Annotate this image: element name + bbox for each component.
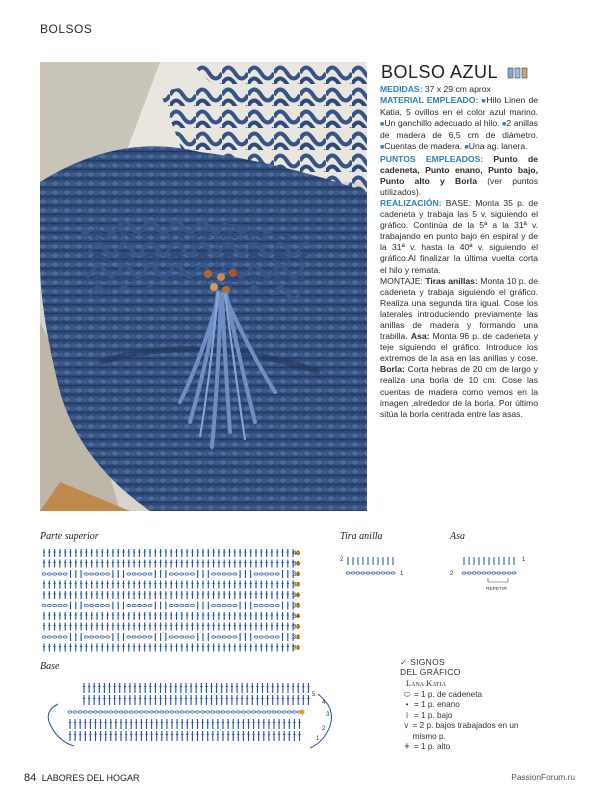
legend-row <box>400 700 540 710</box>
chain-mark <box>482 572 486 574</box>
medidas-label: MEDIDAS: <box>380 84 423 94</box>
chain-mark <box>185 604 189 606</box>
bullet-icon: ■ <box>464 144 469 152</box>
bullet-icon: ■ <box>502 121 507 129</box>
chain-mark <box>272 711 276 713</box>
chain-mark <box>212 573 216 575</box>
puntos-label: PUNTOS EMPLEADOS: <box>380 153 484 164</box>
chain-mark <box>124 711 128 713</box>
chain-mark <box>391 572 395 574</box>
medidas-text: 37 x 29 cm aprox <box>422 84 491 94</box>
chain-mark <box>233 604 237 606</box>
legend-heading-1: SIGNOS <box>410 657 445 667</box>
chain-mark <box>106 636 110 638</box>
chain-mark <box>53 604 57 606</box>
material-item: Una ag. lanera. <box>468 141 528 152</box>
chain-mark <box>265 573 269 575</box>
base-diagram <box>40 661 340 774</box>
row-number-label: 40 <box>293 551 300 558</box>
chain-mark <box>277 711 281 713</box>
chain-mark <box>42 573 46 575</box>
chain-mark <box>259 604 263 606</box>
legend-heading-2: DEL GRÁFICO <box>400 667 461 677</box>
chain-mark <box>104 711 108 713</box>
chain-mark <box>169 573 173 575</box>
legend-row <box>400 711 540 721</box>
chain-mark <box>53 573 57 575</box>
legend-row <box>400 690 540 700</box>
row-number-label: 31 <box>293 645 300 652</box>
chain-mark <box>100 573 104 575</box>
borla-text: Corta hebras de 20 cm de largo y realiza una borla de 10 cm. Cose las cuentas de madera como vemos en la imagen ,alrededor de la borla. Por último sitúa la borla centrada entre las asas. <box>380 364 538 419</box>
chain-mark <box>507 572 511 574</box>
chain-mark <box>160 711 164 713</box>
tiras-text: Monta 10 p. de cadeneta y trabaja siguiendo el gráfico. Realiza una segunda tira igual. Cose los laterales introduciendo previamente las anillas de madera y formando una trabilla. <box>380 275 538 342</box>
base-round-end-right <box>310 694 332 748</box>
material-paragraph <box>380 95 538 153</box>
chain-mark <box>267 711 271 713</box>
row-number-label: 3 <box>326 712 330 718</box>
chain-mark <box>47 573 51 575</box>
chain-mark <box>84 604 88 606</box>
legend-label: = 1 p. enano <box>414 700 460 710</box>
chain-mark <box>254 636 258 638</box>
chain-mark <box>143 604 147 606</box>
chain-mark <box>175 636 179 638</box>
chain-mark <box>502 572 506 574</box>
chain-mark <box>83 711 87 713</box>
row-number-label: 32 <box>293 635 300 642</box>
article-title <box>381 62 529 84</box>
chain-mark <box>366 572 370 574</box>
watermark: PassionForum.ru <box>511 772 575 782</box>
realizacion-label: REALIZACIÓN: <box>380 197 442 208</box>
chain-mark <box>150 711 154 713</box>
chain-mark <box>58 604 62 606</box>
bullet-icon: ■ <box>481 98 487 106</box>
chain-stitch-icon: ⬭ <box>403 690 411 699</box>
chain-mark <box>287 711 291 713</box>
puntos-text: Punto de cadeneta, Punto enano, Punto bajo, Punto alto y Borla <box>380 153 538 186</box>
tiras-label: Tiras anillas: <box>425 275 478 286</box>
row-number-label: 2 <box>322 726 326 732</box>
row-start-mark <box>300 710 305 715</box>
yarn-spool-icon <box>507 63 529 84</box>
chain-mark <box>148 636 152 638</box>
chain-mark <box>270 636 274 638</box>
chart-legend <box>400 657 540 752</box>
chain-mark <box>233 636 237 638</box>
chain-mark <box>356 572 360 574</box>
chain-mark <box>217 636 221 638</box>
chain-mark <box>127 573 131 575</box>
chain-mark <box>73 711 77 713</box>
chain-mark <box>231 711 235 713</box>
chain-mark <box>196 711 200 713</box>
chain-mark <box>180 636 184 638</box>
legend-row <box>400 721 540 742</box>
legend-label: = 1 p. bajo <box>414 710 453 720</box>
chain-mark <box>265 636 269 638</box>
chain-mark <box>90 604 94 606</box>
row-number-label: 34 <box>293 614 300 621</box>
chain-mark <box>190 636 194 638</box>
parte-superior-title: Parte superior <box>40 531 99 542</box>
chain-mark <box>53 636 57 638</box>
chain-mark <box>185 711 189 713</box>
row-number-label: 1 <box>400 571 404 577</box>
chain-mark <box>462 572 466 574</box>
chain-mark <box>477 572 481 574</box>
chain-mark <box>63 573 67 575</box>
material-item: 2 anillas de madera de 6,5 cm de diámetro. <box>380 118 539 141</box>
base-chart <box>40 674 340 774</box>
chain-mark <box>212 636 216 638</box>
chain-mark <box>222 604 226 606</box>
chain-mark <box>228 573 232 575</box>
chain-mark <box>259 636 263 638</box>
article-body <box>380 84 538 420</box>
chain-mark <box>100 604 104 606</box>
chain-mark <box>212 604 216 606</box>
chain-mark <box>68 711 72 713</box>
chain-mark <box>63 604 67 606</box>
chain-mark <box>47 604 51 606</box>
chain-mark <box>217 604 221 606</box>
medidas-paragraph <box>380 84 538 95</box>
row-number-label: 5 <box>312 692 316 698</box>
chain-mark <box>492 572 496 574</box>
page-number: 84 <box>24 772 37 784</box>
chain-mark <box>129 711 133 713</box>
chain-mark <box>247 711 251 713</box>
chain-mark <box>497 572 501 574</box>
material-item: Cuentas de madera. <box>384 141 463 152</box>
legend-yarn: Lana Katia <box>406 679 446 688</box>
asa-chart <box>450 545 540 595</box>
legend-label: = 1 p. alto <box>414 742 451 752</box>
single-crochet-icon: ǀ <box>405 710 409 720</box>
realizacion-paragraph <box>380 198 538 276</box>
material-item: Un ganchillo adecuado al hilo. <box>384 118 500 129</box>
chain-mark <box>206 711 210 713</box>
chain-mark <box>487 572 491 574</box>
asa-text: Monta 96 p. de cadeneta y teje siguiendo el gráfico. Introduce los extremos de la asa en las anillas y cose. <box>380 331 539 364</box>
chain-mark <box>90 573 94 575</box>
row-number-label: 2 <box>340 557 344 563</box>
crochet-bag-image <box>40 62 367 511</box>
chain-mark <box>211 711 215 713</box>
row-number-label: 35 <box>293 603 300 610</box>
legend-heading <box>400 657 540 667</box>
chain-mark <box>58 573 62 575</box>
magazine-name: LABORES DEL HOGAR <box>41 773 140 783</box>
chain-mark <box>132 604 136 606</box>
material-item: Hilo Linen de Katia, 5 ovillos en el color azul marino. <box>380 95 538 118</box>
chain-mark <box>134 711 138 713</box>
chain-mark <box>361 572 365 574</box>
chain-mark <box>132 636 136 638</box>
chain-mark <box>226 711 230 713</box>
repeat-bracket <box>488 578 508 582</box>
chain-mark <box>292 711 296 713</box>
chain-mark <box>127 604 131 606</box>
chain-mark <box>254 604 258 606</box>
legend-row <box>400 742 540 752</box>
article-title-text: BOLSO AZUL <box>381 62 498 82</box>
chain-mark <box>58 636 62 638</box>
chain-mark <box>190 573 194 575</box>
chain-mark <box>63 636 67 638</box>
chain-mark <box>99 711 103 713</box>
chain-mark <box>381 572 385 574</box>
section-label: BOLSOS <box>40 22 93 36</box>
chain-mark <box>201 711 205 713</box>
chain-mark <box>100 636 104 638</box>
repeat-label: REPETIR <box>486 587 507 592</box>
parte-superior-chart <box>40 545 310 657</box>
base-title: Base <box>40 661 60 672</box>
chain-mark <box>265 604 269 606</box>
chain-mark <box>95 573 99 575</box>
chain-mark <box>47 636 51 638</box>
chain-mark <box>137 573 141 575</box>
bullet-icon: ■ <box>380 144 385 152</box>
chain-mark <box>185 636 189 638</box>
chain-mark <box>175 604 179 606</box>
legend-check-icon: ✓ <box>400 657 408 667</box>
double-crochet-icon: ǂ <box>404 742 410 752</box>
chain-mark <box>106 604 110 606</box>
chain-mark <box>145 711 149 713</box>
chain-mark <box>467 572 471 574</box>
chain-mark <box>155 711 159 713</box>
chain-mark <box>94 711 98 713</box>
row-number-label: 33 <box>293 624 300 631</box>
chain-mark <box>175 573 179 575</box>
tira-anilla-title: Tira anilla <box>340 531 383 542</box>
chain-mark <box>180 604 184 606</box>
chain-mark <box>270 604 274 606</box>
row-number-label: 36 <box>293 593 300 600</box>
row-number-label: 4 <box>322 700 326 706</box>
row-number-label: 2 <box>450 571 454 577</box>
bag-photo <box>40 62 367 511</box>
chain-mark <box>109 711 113 713</box>
chain-mark <box>88 711 92 713</box>
row-number-label: 39 <box>293 561 300 568</box>
chain-mark <box>132 573 136 575</box>
chain-mark <box>143 573 147 575</box>
legend-label: = 1 p. de cadeneta <box>414 690 483 699</box>
chain-mark <box>148 604 152 606</box>
chain-mark <box>137 604 141 606</box>
chain-mark <box>170 711 174 713</box>
chain-mark <box>169 604 173 606</box>
chain-mark <box>236 711 240 713</box>
chain-mark <box>371 572 375 574</box>
chain-mark <box>351 572 355 574</box>
puntos-note: (ver puntos utilizados). <box>380 175 538 197</box>
chain-mark <box>259 573 263 575</box>
chain-mark <box>190 604 194 606</box>
chain-mark <box>252 711 256 713</box>
montaje-paragraph <box>380 276 538 420</box>
slip-stitch-icon: • <box>405 700 409 710</box>
parte-superior-diagram <box>40 531 310 657</box>
chain-mark <box>139 711 143 713</box>
chain-mark <box>190 711 194 713</box>
asa-diagram <box>450 531 540 595</box>
chain-mark <box>143 636 147 638</box>
row-number-label: 1 <box>316 736 320 742</box>
chain-mark <box>346 572 350 574</box>
tira-anilla-diagram <box>340 531 420 585</box>
chain-mark <box>95 604 99 606</box>
chain-mark <box>180 573 184 575</box>
chain-mark <box>119 711 123 713</box>
chain-mark <box>376 572 380 574</box>
chain-mark <box>275 604 279 606</box>
tira-anilla-chart <box>340 545 420 585</box>
asa-title: Asa <box>450 531 465 542</box>
chain-mark <box>148 573 152 575</box>
page-footer <box>24 772 139 784</box>
realizacion-text: BASE: Monta 35 p. de cadeneta y trabaja las 5 v. siguiendo el gráfico. Continúa de la 5ª a la 31ª v. trabajando en punto bajo en espiral y de la 31ª v. hasta la 40ª v. siguiendo el gráfico.Al finalizar la última vuelta corta el hilo y remata. <box>380 197 538 275</box>
row-number-label: 1 <box>522 557 526 563</box>
chain-mark <box>165 711 169 713</box>
chain-mark <box>282 711 286 713</box>
chain-mark <box>221 711 225 713</box>
chain-mark <box>90 636 94 638</box>
chain-mark <box>275 573 279 575</box>
chain-mark <box>228 636 232 638</box>
chain-mark <box>42 604 46 606</box>
chain-mark <box>42 636 46 638</box>
chain-mark <box>254 573 258 575</box>
chain-mark <box>275 636 279 638</box>
chain-mark <box>137 636 141 638</box>
chain-mark <box>106 573 110 575</box>
chain-mark <box>512 572 516 574</box>
chain-mark <box>257 711 261 713</box>
chain-mark <box>180 711 184 713</box>
chain-mark <box>169 636 173 638</box>
chain-mark <box>175 711 179 713</box>
chain-mark <box>233 573 237 575</box>
chain-mark <box>127 636 131 638</box>
borla-label: Borla: <box>380 364 405 375</box>
row-number-label: 37 <box>293 582 300 589</box>
asa-label: Asa: <box>410 331 430 342</box>
increase-icon: ∨ <box>403 721 410 731</box>
chain-mark <box>114 711 118 713</box>
chain-mark <box>216 711 220 713</box>
montaje-label: MONTAJE: <box>380 275 426 286</box>
chain-mark <box>270 573 274 575</box>
bullet-icon: ■ <box>380 121 385 129</box>
chain-mark <box>84 636 88 638</box>
chain-mark <box>241 711 245 713</box>
material-label: MATERIAL EMPLEADO: <box>380 95 479 106</box>
row-number-label: 38 <box>293 572 300 579</box>
chain-mark <box>217 573 221 575</box>
chain-mark <box>262 711 266 713</box>
chain-mark <box>95 636 99 638</box>
chain-mark <box>472 572 476 574</box>
chain-mark <box>78 711 82 713</box>
legend-label: = 2 p. bajos trabajados en un mismo p. <box>412 721 519 741</box>
chain-mark <box>228 604 232 606</box>
chain-mark <box>185 573 189 575</box>
chain-mark <box>386 572 390 574</box>
chain-mark <box>222 573 226 575</box>
chain-mark <box>222 636 226 638</box>
chain-mark <box>84 573 88 575</box>
puntos-paragraph <box>380 154 538 198</box>
